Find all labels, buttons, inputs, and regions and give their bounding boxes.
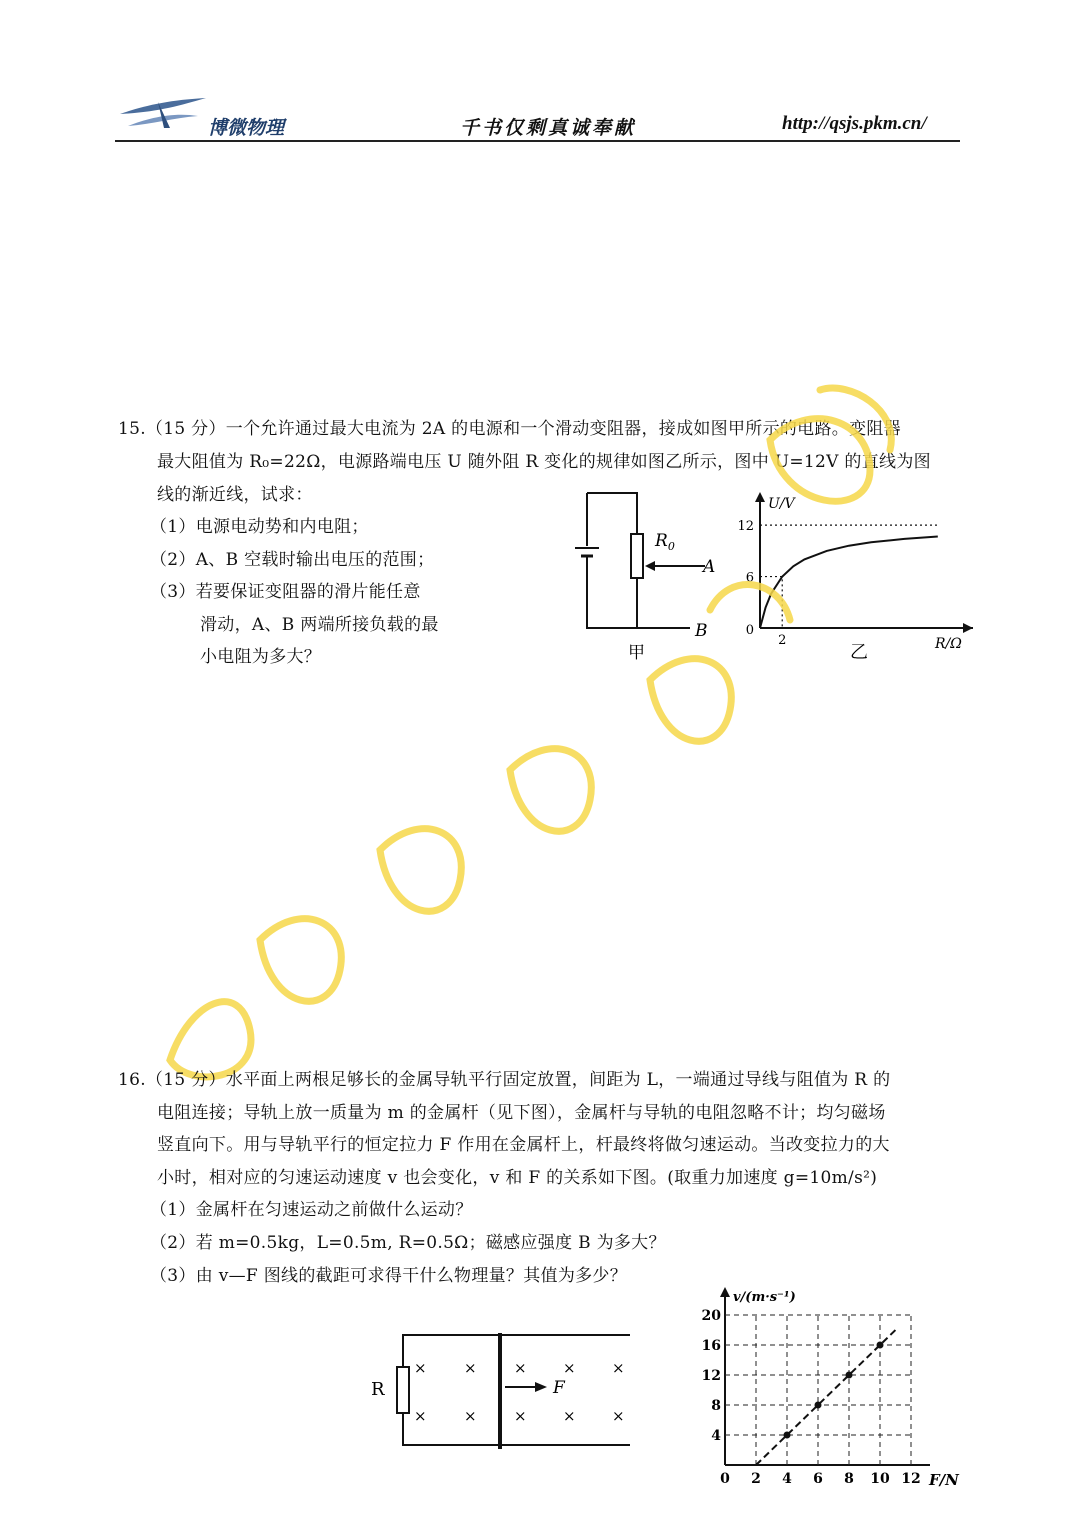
brand-logo-icon bbox=[118, 96, 208, 132]
q15-terminal-b: B bbox=[695, 621, 708, 641]
field-cross: × bbox=[612, 1407, 625, 1425]
q16-item-2: （2）若 m=0.5kg，L=0.5m, R=0.5Ω；磁感应强度 B 为多大？ bbox=[150, 1233, 666, 1253]
field-cross: × bbox=[563, 1407, 576, 1425]
q15-fig-jia-caption: 甲 bbox=[628, 643, 645, 663]
q15-fig-yi-caption: 乙 bbox=[850, 642, 868, 663]
q15-ur-xlabel: R/Ω bbox=[935, 636, 962, 652]
header-brand: 博微物理 bbox=[208, 117, 285, 139]
q16-vf-line bbox=[756, 1330, 896, 1465]
header-url[interactable]: http://qsjs.pkm.cn/ bbox=[782, 113, 927, 134]
q16-vf-xtick: 6 bbox=[813, 1471, 823, 1487]
q15-item-3-cont-2: 小电阻为多大？ bbox=[200, 647, 322, 667]
q16-vf-xtick: 8 bbox=[844, 1471, 854, 1487]
header-rule bbox=[115, 140, 960, 142]
q16-line-3: 竖直向下。用与导轨平行的恒定拉力 F 作用在金属杆上，杆最终将做匀速运动。当改变拉力的大 bbox=[157, 1135, 890, 1155]
q16-vf-ytick: 16 bbox=[701, 1338, 721, 1354]
q16-f-label: F bbox=[553, 1378, 565, 1398]
q16-magnetic-field-crosses bbox=[414, 1359, 625, 1425]
q15-item-3-cont-1: 滑动，A、B 两端所接负载的最 bbox=[200, 615, 439, 635]
q15-item-1: （1）电源电动势和内电阻； bbox=[150, 517, 369, 537]
q15-ur-xtick: 2 bbox=[778, 633, 787, 648]
field-cross: × bbox=[464, 1407, 477, 1425]
q16-vf-point bbox=[784, 1432, 791, 1439]
q16-line-2: 电阻连接；导轨上放一质量为 m 的金属杆（见下图），金属杆与导轨的电阻忽略不计；均匀磁场 bbox=[157, 1103, 886, 1123]
q16-vf-chart bbox=[695, 1285, 975, 1495]
q16-vf-ytick: 12 bbox=[701, 1368, 721, 1384]
q15-line-2: 最大阻值为 R₀=22Ω，电源路端电压 U 随外阻 R 变化的规律如图乙所示，图中 U=12V 的直线为图 bbox=[157, 452, 931, 472]
q16-vf-point bbox=[846, 1372, 853, 1379]
q16-vf-point bbox=[877, 1342, 884, 1349]
q15-circuit-diagram bbox=[565, 488, 725, 663]
field-cross: × bbox=[563, 1359, 576, 1377]
field-cross: × bbox=[464, 1359, 477, 1377]
q15-line-3: 线的渐近线，试求： bbox=[157, 485, 313, 505]
q15-ur-ylabel: U/V bbox=[768, 496, 795, 512]
q15-r0-label: $R_0$ bbox=[655, 531, 675, 553]
field-cross: × bbox=[514, 1407, 527, 1425]
q16-vf-ytick: 20 bbox=[701, 1308, 721, 1324]
field-cross: × bbox=[612, 1359, 625, 1377]
q16-line-1: 16.（15 分）水平面上两根足够长的金属导轨平行固定放置，间距为 L，一端通过导线与阻值为 R 的 bbox=[118, 1070, 891, 1090]
q16-vf-ytick: 4 bbox=[711, 1428, 721, 1444]
q16-rail-diagram bbox=[365, 1325, 640, 1455]
q16-item-1: （1）金属杆在匀速运动之前做什么运动？ bbox=[150, 1200, 473, 1220]
q16-vf-xtick: 4 bbox=[782, 1471, 792, 1487]
q16-vf-xtick: 2 bbox=[751, 1471, 761, 1487]
field-cross: × bbox=[514, 1359, 527, 1377]
q16-vf-xlabel: F/N bbox=[929, 1471, 959, 1489]
header-slogan: 千书仅剩真诚奉献 bbox=[460, 117, 637, 139]
field-cross: × bbox=[414, 1407, 427, 1425]
q16-r-label: R bbox=[371, 1379, 385, 1400]
field-cross: × bbox=[414, 1359, 427, 1377]
q15-ur-ytick: 12 bbox=[737, 519, 754, 535]
q16-vf-xtick: 0 bbox=[720, 1471, 730, 1487]
q16-vf-ylabel: v/(m·s⁻¹) bbox=[733, 1290, 796, 1305]
q16-item-3: （3）由 v—F 图线的截距可求得干什么物理量？其值为多少？ bbox=[150, 1266, 628, 1286]
q16-vf-point bbox=[815, 1402, 822, 1409]
q15-line-1: 15.（15 分）一个允许通过最大电流为 2A 的电源和一个滑动变阻器，接成如图甲所示的电路。变阻器 bbox=[118, 419, 901, 439]
q15-terminal-a: A bbox=[703, 557, 716, 577]
q16-vf-xtick: 10 bbox=[870, 1471, 890, 1487]
q15-ur-curve bbox=[760, 537, 938, 629]
q15-ur-ytick: 6 bbox=[745, 570, 754, 586]
q15-ur-guide bbox=[760, 577, 782, 628]
q15-item-2: （2）A、B 空载时输出电压的范围； bbox=[150, 550, 435, 570]
q16-vf-xtick: 12 bbox=[901, 1471, 921, 1487]
q15-ur-xtick: 0 bbox=[745, 623, 754, 638]
q16-line-4: 小时，相对应的匀速运动速度 v 也会变化，v 和 F 的关系如下图。(取重力加速度 g=10m/s²) bbox=[157, 1168, 878, 1188]
q15-item-3: （3）若要保证变阻器的滑片能任意 bbox=[150, 582, 421, 602]
q16-vf-ytick: 8 bbox=[711, 1398, 721, 1414]
q15-ur-chart bbox=[735, 486, 980, 666]
